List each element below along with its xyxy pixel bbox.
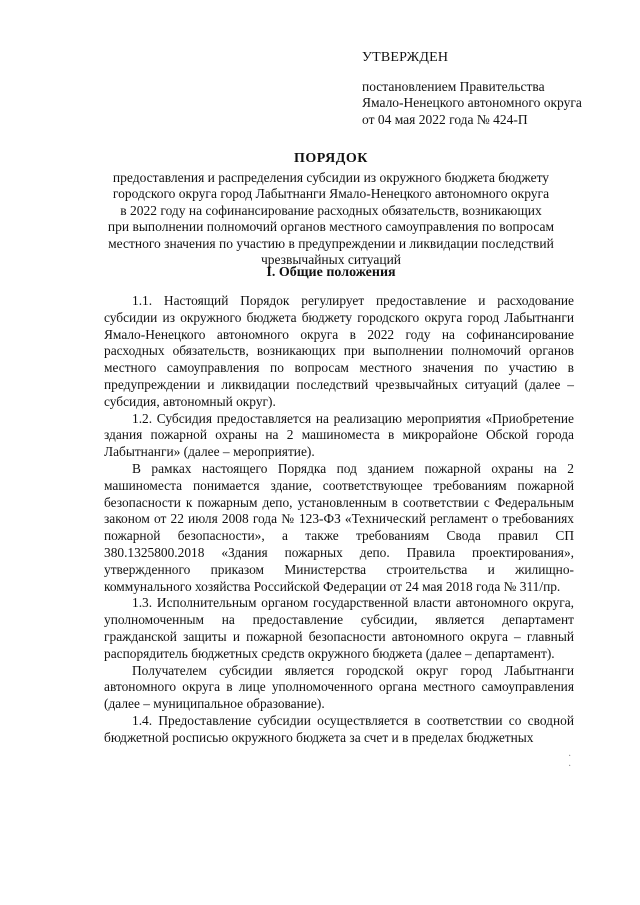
approval-stamp: УТВЕРЖДЕН [362,50,449,65]
document-title: ПОРЯДОК [294,151,368,166]
paragraph: В рамках настоящего Порядка под зданием пожарной охраны на 2 машиноместа понимается здание, соответствующее требованиям пожарной безопасности к пожарным депо, установленным в соответствии с Федеральным законом от 22 июля 2008 года № 123-ФЗ «Технический регламент о требованиях пожарной безопасности», а также требованиям Свода правил СП 380.1325800.2018 «Здания пожарных депо. Правила проектирования», утвержденного приказом Министерства строительства и жилищно-коммунального хозяйства Российской Федерации от 24 мая 2018 года № 311/пр. [104,460,574,594]
approval-line: постановлением Правительства [362,78,545,94]
body-text [104,293,574,747]
document-subtitle-line: чрезвычайных ситуаций [260,252,402,267]
approval-line: Ямало-Ненецкого автономного округа [362,95,582,110]
paragraph: 1.1. Настоящий Порядок регулирует предоставление и расходование субсидии из окружного бюджета бюджету городского округа город Лабытнанги Ямало-Ненецкого автономного округа в 2022 году на софинансирование расходных обязательств, возникающих при выполнении полномочий органов местного самоуправления по вопросам местного значения по участию в предупреждении и ликвидации последствий чрезвычайных ситуаций (далее – субсидия, автономный округ). [104,293,574,409]
document-subtitle-line: при выполнении полномочий органов местного самоуправления по вопросам [107,219,555,234]
paragraph: 1.4. Предоставление субсидии осуществляется в соответствии со сводной бюджетной росписью окружного бюджета за счет и в пределах бюджетных [104,712,574,745]
document-title-block [96,151,566,269]
approval-block [362,50,622,128]
paragraph: Получателем субсидии является городской округ город Лабытнанги автономного округа в лице уполномоченного органа местного самоуправления (далее – муниципальное образование). [104,662,574,712]
document-subtitle-line: местного значения по участию в предупреждении и ликвидации последствий [108,235,554,251]
document-subtitle-line: предоставления и распределения субсидии из окружного бюджета бюджету [112,169,550,185]
approval-line: от 04 мая 2022 года № 424-П [362,111,528,127]
document-subtitle-line: в 2022 году на софинансирование расходных обязательств, возникающих [120,202,542,218]
scan-mark: · · [568,751,572,772]
document-subtitle-line: городского округа город Лабытнанги Ямало-Ненецкого автономного округа [112,186,550,201]
paragraph: 1.3. Исполнительным органом государственной власти автономного округа, уполномоченным на предоставление субсидии, является департамент гражданской защиты и пожарной безопасности автономного округа – главный распорядитель бюджетных средств окружного бюджета (далее – департамент). [104,595,574,661]
paragraph: 1.2. Субсидия предоставляется на реализацию мероприятия «Приобретение здания пожарной охраны на 2 машиноместа в микрорайоне Обской города Лабытнанги» (далее – мероприятие). [104,410,574,460]
section-heading: I. Общие положения [266,265,396,280]
